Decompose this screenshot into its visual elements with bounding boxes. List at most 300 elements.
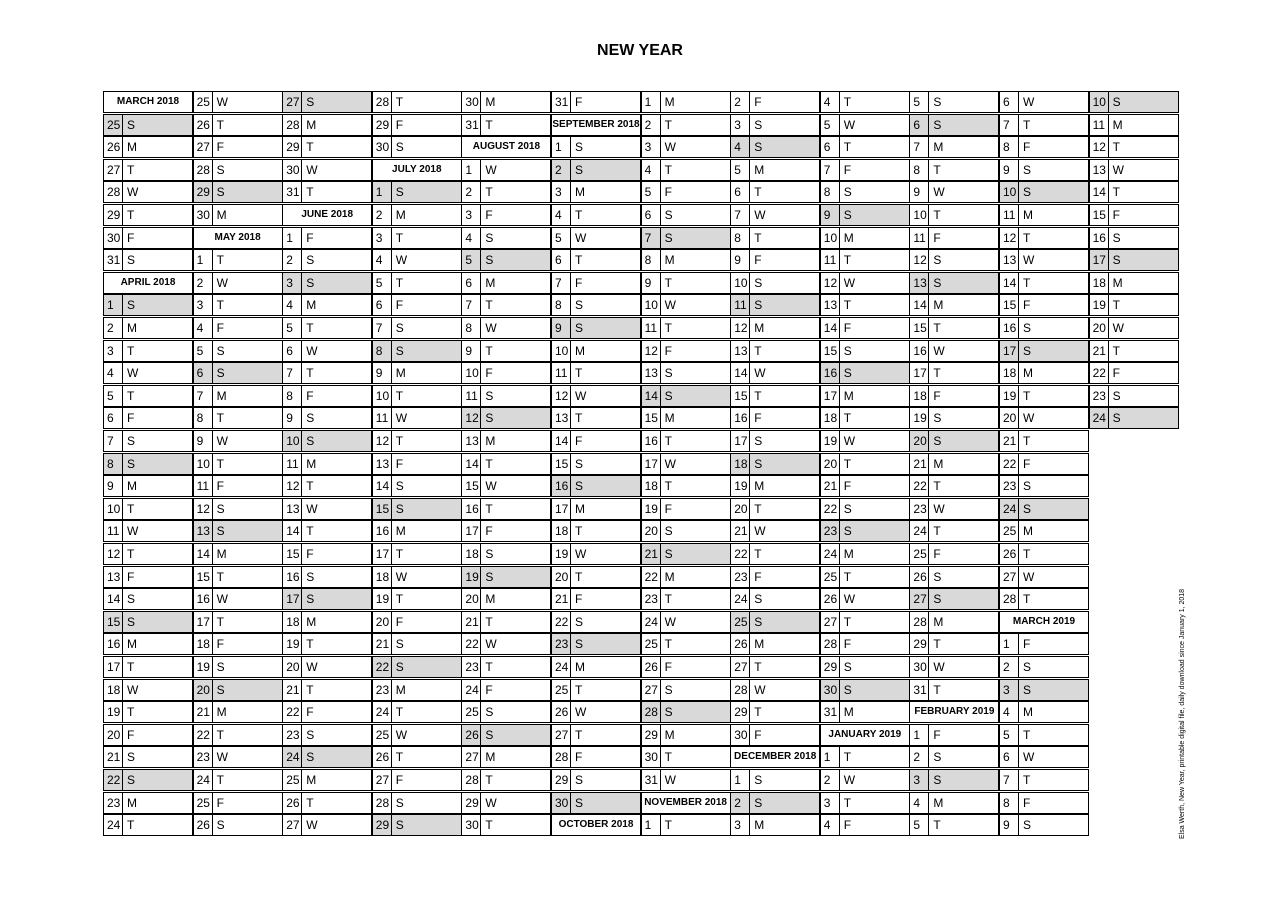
day-row <box>103 362 193 384</box>
day-row <box>193 769 283 791</box>
month-header: NOVEMBER 2018 <box>641 792 731 814</box>
day-number: 5 <box>910 815 929 835</box>
day-number: 7 <box>373 318 392 338</box>
day-row <box>730 159 820 181</box>
day-row <box>103 633 193 655</box>
day-number: 20 <box>731 499 750 519</box>
day-row <box>909 159 999 181</box>
day-row-sunday <box>461 566 551 588</box>
weekday-letter: W <box>933 660 945 674</box>
day-number: 19 <box>462 567 481 587</box>
day-row-sunday <box>372 814 462 836</box>
day-number: 10 <box>194 454 213 474</box>
day-number: 13 <box>731 341 750 361</box>
day-row <box>1089 272 1179 294</box>
weekday-letter: T <box>664 750 672 765</box>
day-row-sunday <box>641 385 731 407</box>
day-number: 10 <box>373 386 392 406</box>
weekday-letter: S <box>216 185 225 200</box>
day-number: 16 <box>373 521 392 541</box>
day-row <box>551 656 641 678</box>
day-row-sunday <box>909 588 999 610</box>
day-number: 8 <box>552 295 571 315</box>
weekday-letter: F <box>575 95 583 109</box>
day-number: 21 <box>462 612 481 632</box>
day-number: 9 <box>1000 815 1019 835</box>
month-header: JUNE 2018 <box>282 204 372 226</box>
weekday-letter: W <box>754 682 766 697</box>
day-number: 20 <box>642 521 661 541</box>
day-row <box>461 475 551 497</box>
day-row <box>730 227 820 249</box>
day-number: 10 <box>552 341 571 361</box>
day-number: 15 <box>910 318 929 338</box>
weekday-letter: T <box>127 208 135 222</box>
day-row-sunday <box>103 114 193 136</box>
weekday-letter: T <box>933 479 941 494</box>
weekday-letter: S <box>127 614 136 629</box>
day-row <box>282 498 372 520</box>
weekday-letter: S <box>933 569 942 584</box>
day-number: 13 <box>552 408 571 428</box>
weekday-letter: W <box>485 795 497 810</box>
weekday-letter: S <box>575 140 584 155</box>
day-row <box>999 566 1089 588</box>
day-row-sunday <box>641 543 731 565</box>
weekday-letter: T <box>843 411 852 426</box>
day-row <box>372 724 462 746</box>
weekday-letter: S <box>485 569 494 584</box>
weekday-letter: S <box>485 388 494 403</box>
weekday-letter: S <box>843 660 852 674</box>
day-number: 31 <box>462 115 481 135</box>
day-row <box>103 814 193 836</box>
day-row <box>999 136 1089 158</box>
day-row <box>282 701 372 723</box>
weekday-letter: F <box>127 727 135 742</box>
day-row-sunday <box>282 588 372 610</box>
day-row <box>820 136 910 158</box>
day-row <box>372 679 462 701</box>
weekday-letter: M <box>127 479 137 494</box>
day-number: 26 <box>1000 544 1019 564</box>
weekday-letter: W <box>754 524 766 539</box>
weekday-letter: M <box>485 275 496 290</box>
day-row-sunday <box>730 136 820 158</box>
day-row <box>730 498 820 520</box>
day-number: 8 <box>462 318 481 338</box>
day-number: 5 <box>194 341 213 361</box>
weekday-letter: W <box>216 434 228 448</box>
day-number: 17 <box>821 386 840 406</box>
day-row <box>282 114 372 136</box>
day-number: 27 <box>1000 567 1019 587</box>
day-number: 3 <box>373 228 392 248</box>
weekday-letter: W <box>127 524 139 539</box>
weekday-letter: T <box>754 185 762 200</box>
weekday-letter: T <box>127 162 135 177</box>
day-row <box>282 317 372 339</box>
day-row <box>641 588 731 610</box>
day-row <box>372 317 462 339</box>
day-row <box>641 407 731 429</box>
day-row <box>193 114 283 136</box>
day-row <box>820 498 910 520</box>
weekday-letter: S <box>127 750 136 765</box>
weekday-letter: S <box>843 185 852 200</box>
day-row <box>193 340 283 362</box>
day-number: 20 <box>552 567 571 587</box>
weekday-letter: M <box>1112 275 1123 290</box>
day-row <box>551 566 641 588</box>
day-number: 16 <box>104 634 123 654</box>
weekday-letter: W <box>575 705 587 720</box>
day-row <box>372 204 462 226</box>
day-row <box>372 272 462 294</box>
weekday-letter: T <box>1023 727 1031 742</box>
day-row-sunday <box>282 746 372 768</box>
weekday-letter: M <box>843 230 854 245</box>
weekday-letter: T <box>664 117 672 132</box>
day-row <box>372 385 462 407</box>
day-number: 13 <box>642 363 661 383</box>
weekday-letter: F <box>395 614 404 629</box>
weekday-letter: S <box>485 547 494 561</box>
weekday-letter: T <box>485 298 493 313</box>
day-number: 5 <box>910 92 929 112</box>
day-number: 23 <box>283 725 302 745</box>
weekday-letter: S <box>127 592 136 607</box>
day-row <box>103 656 193 678</box>
day-row <box>282 769 372 791</box>
weekday-letter: S <box>395 140 404 155</box>
weekday-letter: S <box>754 140 763 155</box>
weekday-letter: S <box>664 388 673 403</box>
day-row <box>1089 294 1179 316</box>
day-number: 22 <box>731 544 750 564</box>
weekday-letter: T <box>216 569 224 584</box>
day-row <box>551 724 641 746</box>
weekday-letter: W <box>1023 750 1035 765</box>
day-number: 22 <box>910 476 929 496</box>
weekday-letter: M <box>754 479 765 494</box>
weekday-letter: T <box>485 185 493 200</box>
weekday-letter: T <box>1112 343 1120 358</box>
day-row <box>282 249 372 271</box>
day-number: 12 <box>642 341 661 361</box>
weekday-letter: T <box>127 705 135 720</box>
day-number: 22 <box>1000 454 1019 474</box>
day-row-sunday <box>193 520 283 542</box>
day-row <box>730 724 820 746</box>
day-row <box>641 679 731 701</box>
weekday-letter: F <box>754 727 762 742</box>
weekday-letter: S <box>216 818 225 833</box>
day-number: 12 <box>552 386 571 406</box>
day-row-sunday <box>641 227 731 249</box>
weekday-letter: T <box>843 253 852 268</box>
day-row <box>730 566 820 588</box>
day-number: 12 <box>1090 137 1109 157</box>
day-row <box>820 814 910 836</box>
day-row <box>193 159 283 181</box>
day-number: 18 <box>642 476 661 496</box>
day-number: 26 <box>194 815 213 835</box>
day-number: 17 <box>642 454 661 474</box>
day-row <box>461 181 551 203</box>
day-row-sunday <box>641 701 731 723</box>
day-number: 23 <box>194 747 213 767</box>
day-row <box>820 656 910 678</box>
day-row <box>909 227 999 249</box>
day-number: 20 <box>373 612 392 632</box>
weekday-letter: T <box>575 366 583 381</box>
day-row <box>372 91 462 113</box>
weekday-letter: F <box>395 773 404 787</box>
day-number: 26 <box>373 747 392 767</box>
day-row <box>820 588 910 610</box>
day-number: 23 <box>104 793 123 813</box>
day-number: 9 <box>373 363 392 383</box>
day-row <box>103 520 193 542</box>
weekday-letter: W <box>754 208 766 222</box>
day-row-sunday <box>820 204 910 226</box>
day-number: 1 <box>194 250 213 270</box>
day-number: 23 <box>642 589 661 609</box>
weekday-letter: S <box>395 818 404 833</box>
month-header: MAY 2018 <box>193 227 283 249</box>
day-row <box>372 453 462 475</box>
day-row <box>461 227 551 249</box>
day-number: 4 <box>1000 702 1019 722</box>
day-row <box>909 520 999 542</box>
weekday-letter: W <box>395 253 408 268</box>
day-row <box>551 430 641 452</box>
day-row <box>641 136 731 158</box>
day-row <box>641 453 731 475</box>
weekday-letter: T <box>127 501 135 516</box>
weekday-letter: S <box>1112 230 1121 245</box>
day-row <box>103 679 193 701</box>
day-number: 3 <box>462 205 481 225</box>
weekday-letter: F <box>1112 208 1120 222</box>
day-number: 11 <box>1000 205 1019 225</box>
day-number: 16 <box>1090 228 1109 248</box>
weekday-letter: M <box>754 321 765 335</box>
day-number: 23 <box>1000 476 1019 496</box>
day-number: 16 <box>283 567 302 587</box>
day-number: 18 <box>552 521 571 541</box>
day-number: 18 <box>910 386 929 406</box>
day-row <box>372 114 462 136</box>
day-number: 28 <box>283 115 302 135</box>
day-row <box>282 453 372 475</box>
day-row <box>730 204 820 226</box>
day-number: 10 <box>462 363 481 383</box>
day-number: 19 <box>283 634 302 654</box>
day-number: 25 <box>194 92 213 112</box>
weekday-letter: M <box>1023 705 1033 720</box>
day-row <box>193 701 283 723</box>
day-number: 5 <box>731 160 750 180</box>
day-row <box>193 453 283 475</box>
day-number: 28 <box>462 770 481 790</box>
day-row <box>641 204 731 226</box>
day-number: 7 <box>642 228 661 248</box>
day-number: 15 <box>731 386 750 406</box>
weekday-letter: T <box>664 321 672 335</box>
weekday-letter: W <box>127 682 139 697</box>
weekday-letter: M <box>664 95 675 109</box>
day-row <box>641 656 731 678</box>
day-row <box>551 611 641 633</box>
weekday-letter: T <box>395 592 404 607</box>
day-row <box>372 407 462 429</box>
weekday-letter: W <box>306 818 318 833</box>
day-number: 2 <box>910 747 929 767</box>
weekday-letter: T <box>933 682 941 697</box>
day-number: 31 <box>283 182 302 202</box>
day-number: 30 <box>194 205 213 225</box>
day-row <box>999 633 1089 655</box>
weekday-letter: W <box>127 366 139 381</box>
weekday-letter: T <box>216 727 224 742</box>
day-number: 11 <box>194 476 213 496</box>
weekday-letter: T <box>306 140 314 155</box>
day-number: 5 <box>642 182 661 202</box>
weekday-letter: T <box>216 253 224 268</box>
day-row <box>820 294 910 316</box>
weekday-letter: S <box>933 434 942 448</box>
day-number: 21 <box>194 702 213 722</box>
day-row <box>820 114 910 136</box>
day-number: 10 <box>731 273 750 293</box>
weekday-letter: S <box>485 230 494 245</box>
weekday-letter: M <box>127 795 137 810</box>
day-number: 17 <box>373 544 392 564</box>
weekday-letter: W <box>933 185 945 200</box>
day-row-sunday <box>103 294 193 316</box>
weekday-letter: F <box>664 185 672 200</box>
day-number: 17 <box>283 589 302 609</box>
weekday-letter: S <box>1112 253 1121 268</box>
weekday-letter: S <box>843 501 852 516</box>
weekday-letter: T <box>1112 185 1120 200</box>
weekday-letter: S <box>306 275 315 290</box>
day-row <box>551 746 641 768</box>
day-row <box>999 272 1089 294</box>
day-number: 8 <box>642 250 661 270</box>
weekday-letter: M <box>575 660 585 674</box>
day-number: 8 <box>910 160 929 180</box>
day-number: 27 <box>194 137 213 157</box>
day-row <box>193 566 283 588</box>
weekday-letter: T <box>933 208 941 222</box>
weekday-letter: T <box>843 140 852 155</box>
day-number: 13 <box>462 431 481 451</box>
day-row-sunday <box>820 362 910 384</box>
weekday-letter: M <box>395 682 406 697</box>
weekday-letter: S <box>754 298 763 313</box>
day-number: 27 <box>283 92 302 112</box>
day-row <box>999 91 1089 113</box>
weekday-letter: M <box>395 208 406 222</box>
weekday-letter: F <box>933 727 941 742</box>
day-row <box>103 588 193 610</box>
month-header: APRIL 2018 <box>103 272 193 294</box>
day-number: 23 <box>462 657 481 677</box>
weekday-letter: M <box>1112 117 1123 132</box>
day-number: 16 <box>821 363 840 383</box>
weekday-letter: M <box>306 614 317 629</box>
day-number: 8 <box>821 182 840 202</box>
day-row <box>909 814 999 836</box>
day-row <box>461 746 551 768</box>
day-number: 15 <box>194 567 213 587</box>
weekday-letter: F <box>575 275 583 290</box>
day-number: 21 <box>642 544 661 564</box>
day-row <box>372 294 462 316</box>
day-number: 18 <box>104 680 123 700</box>
day-row <box>282 475 372 497</box>
day-number: 28 <box>104 182 123 202</box>
day-number: 25 <box>910 544 929 564</box>
day-number: 6 <box>642 205 661 225</box>
weekday-letter: W <box>306 660 318 674</box>
day-row <box>909 498 999 520</box>
weekday-letter: S <box>1023 660 1032 674</box>
day-row <box>282 611 372 633</box>
day-number: 23 <box>552 634 571 654</box>
day-number: 4 <box>283 295 302 315</box>
day-row-sunday <box>730 792 820 814</box>
weekday-letter: T <box>843 750 852 765</box>
day-number: 12 <box>462 408 481 428</box>
day-row <box>103 724 193 746</box>
day-row <box>372 227 462 249</box>
day-number: 8 <box>194 408 213 428</box>
day-number: 10 <box>642 295 661 315</box>
weekday-letter: S <box>1023 321 1032 335</box>
day-row-sunday <box>999 340 1089 362</box>
day-number: 27 <box>373 770 392 790</box>
day-number: 30 <box>462 815 481 835</box>
weekday-letter: T <box>843 795 852 810</box>
weekday-letter: S <box>933 411 942 426</box>
weekday-letter: W <box>664 773 676 787</box>
weekday-letter: S <box>933 95 942 109</box>
day-row <box>282 227 372 249</box>
weekday-letter: F <box>395 298 404 313</box>
day-number: 11 <box>283 454 302 474</box>
day-row <box>641 633 731 655</box>
day-row <box>193 407 283 429</box>
weekday-letter: S <box>664 547 673 561</box>
day-row <box>461 792 551 814</box>
day-number: 4 <box>194 318 213 338</box>
weekday-letter: M <box>127 140 137 155</box>
weekday-letter: S <box>933 750 942 765</box>
day-number: 23 <box>1090 386 1109 406</box>
day-number: 2 <box>552 160 571 180</box>
day-number: 13 <box>373 454 392 474</box>
weekday-letter: T <box>754 343 762 358</box>
day-row <box>730 114 820 136</box>
day-number: 9 <box>283 408 302 428</box>
month-header: JANUARY 2019 <box>820 724 910 746</box>
day-number: 18 <box>821 408 840 428</box>
day-number: 20 <box>910 431 929 451</box>
